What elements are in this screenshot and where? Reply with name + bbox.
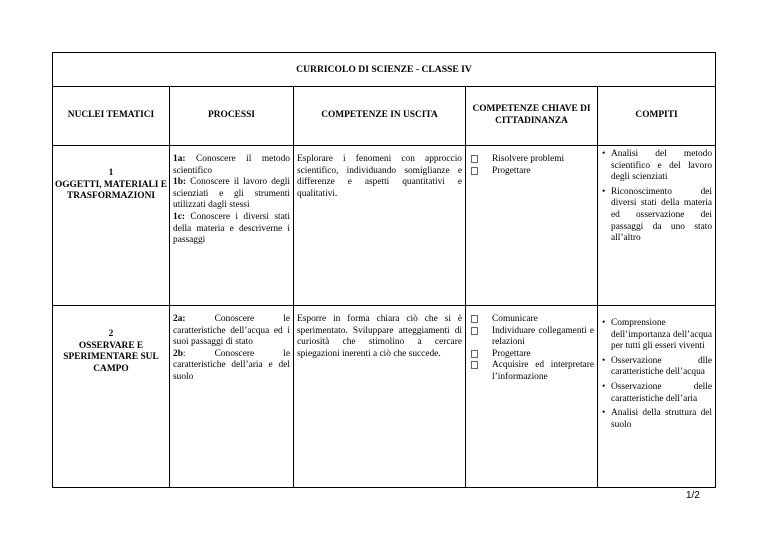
checkbox-square-icon — [471, 167, 478, 175]
list-item: • Osservazione delle caratteristiche dell’aria — [602, 381, 713, 404]
page-number: 1/2 — [686, 490, 700, 501]
checkbox-square-icon — [471, 350, 478, 358]
bullet-dot-icon: • — [602, 149, 606, 159]
checkbox-square-icon — [471, 155, 478, 163]
bullet-dot-icon: • — [602, 355, 606, 366]
processi-cell — [170, 146, 294, 306]
bullet-dot-icon: • — [602, 381, 606, 392]
checkbox-square-icon — [471, 327, 478, 335]
competenze-chiave-cell — [466, 146, 598, 306]
competenze-uscita-cell: Esplorare i fenomeni con approccio scientifico, individuando somiglianze e differenze e aspetti quantitativi e qualitativi. — [294, 146, 466, 306]
bullet-dot-icon: • — [602, 186, 606, 197]
table-row — [53, 306, 716, 488]
processi-cell — [170, 306, 294, 488]
checkbox-square-icon — [471, 361, 478, 369]
checkbox-square-icon — [471, 315, 478, 323]
list-item: Acquisire ed interpretare l’informazione — [470, 360, 594, 383]
competenze-chiave-cell — [466, 306, 598, 488]
processo-item: 1a: Conoscere il metodo scientifico — [173, 154, 290, 176]
header-competenze-chiave: COMPETENZE CHIAVE DI CITTADINANZA — [466, 87, 598, 146]
nucleo-cell — [53, 306, 170, 488]
bullet-dot-icon: • — [602, 408, 606, 419]
nucleo-cell — [53, 146, 170, 306]
list-item: • Riconoscimento dei diversi stati della materia ed osservazione dei passaggi da uno stato all’altro — [602, 186, 713, 244]
list-item: Individuare collegamenti e relazioni — [470, 326, 594, 349]
table-row — [53, 146, 716, 306]
header-nuclei: NUCLEI TEMATICI — [53, 87, 170, 146]
compiti-cell — [598, 146, 716, 306]
compiti-cell — [598, 306, 716, 488]
nucleo-title: OGGETTI, MATERIALI E TRASFORMAZIONI — [54, 179, 168, 202]
processo-item: 2a: Conoscere le caratteristiche dell’acqua ed i suoi passaggi di stato — [173, 314, 290, 348]
curriculum-table — [52, 52, 716, 488]
list-item: • Analisi della struttura del suolo — [602, 408, 713, 430]
header-competenze-uscita: COMPETENZE IN USCITA — [294, 87, 466, 146]
processo-item: 1b: Conoscere il lavoro degli scienziati e gli strumenti utilizzati dagli stessi — [173, 177, 290, 211]
header-processi: PROCESSI — [170, 87, 294, 146]
processo-item: 2b: Conoscere le caratteristiche dell’aria e del suolo — [173, 348, 290, 382]
list-item: • Comprensione dell’importanza dell’acqua per tutti gli esseri viventi — [602, 318, 713, 352]
list-item: Comunicare — [470, 314, 594, 326]
nucleo-title: OSSERVARE E SPERIMENTARE SUL CAMPO — [63, 340, 159, 374]
nucleo-number: 2 — [108, 329, 114, 339]
list-item: • Osservazione dlle caratteristiche dell’acqua — [602, 355, 713, 378]
processo-item: 1c: Conoscere i diversi stati della materia e descriverne i passaggi — [173, 211, 290, 246]
nucleo-number: 1 — [108, 168, 114, 178]
list-item: Risolvere problemi — [470, 154, 594, 166]
competenze-uscita-cell: Esporre in forma chiara ciò che si è sperimentato. Sviluppare atteggiamenti di curiosità che stimolino a cercare spiegazioni inerenti a ciò che succede. — [294, 306, 466, 488]
list-item: • Analisi del metodo scientifico e del lavoro degli scienziati — [602, 149, 713, 183]
header-compiti: COMPITI — [598, 87, 716, 146]
table-title: CURRICOLO DI SCIENZE - CLASSE IV — [53, 53, 716, 87]
bullet-dot-icon: • — [602, 318, 606, 328]
list-item: Progettare — [470, 166, 594, 178]
list-item: Progettare — [470, 349, 594, 361]
